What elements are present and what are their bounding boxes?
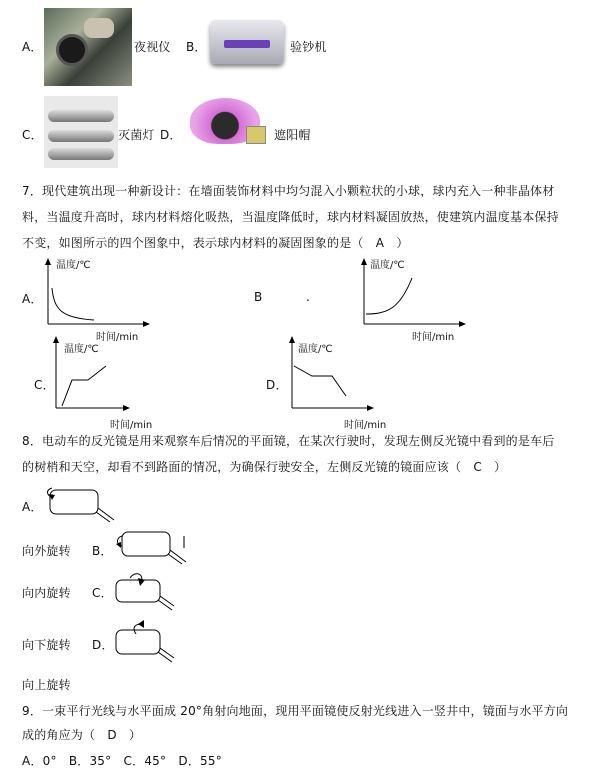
q7-option-b-dot: . [306, 290, 311, 304]
money-detector-photo [204, 12, 290, 78]
q8-option-b-text: 向内旋转 [22, 586, 71, 600]
q7-c-y-label: 温度/℃ [64, 344, 99, 355]
mirror-face [116, 630, 160, 654]
mirror-face [50, 490, 98, 514]
q7-d-y-label: 温度/℃ [298, 344, 333, 355]
mirror-stem [96, 512, 110, 522]
y-axis-arrow [361, 258, 367, 265]
q7-option-a-label: A． [22, 292, 43, 306]
q8-option-d-text: 向上旋转 [22, 678, 71, 692]
q8-option-a-label: A． [22, 500, 43, 514]
q8-mirror-c [112, 570, 192, 614]
mirror-stem [160, 596, 174, 606]
q7-d-x-label: 时间/min [344, 420, 387, 431]
q7-option-c-label: C． [34, 378, 55, 392]
q8-option-c-text: 向下旋转 [22, 638, 71, 652]
temperature-curve [52, 288, 94, 320]
q7-b-x-label: 时间/min [412, 332, 455, 343]
q6-option-b-label: B． [186, 40, 207, 54]
y-axis-arrow [289, 336, 295, 343]
q8-question-line-2: 的树梢和天空，却看不到路面的情况，为确保行驶安全，左侧反光镜的镜面应该（ C ） [22, 460, 507, 474]
mirror-stem [160, 648, 174, 658]
q7-c-x-label: 时间/min [110, 420, 153, 431]
q7-option-b-label: B [254, 290, 263, 304]
x-axis-arrow [123, 405, 130, 411]
q8-option-d-label: D． [92, 638, 114, 652]
sterilizing-lamp-photo [44, 96, 118, 168]
q6-option-c-text: 灭菌灯 [118, 128, 155, 142]
q6-option-b-text: 验钞机 [290, 40, 327, 54]
q7-question-line-3: 不变，如图所示的四个图象中，表示球内材料的凝固图象的是（ A ） [22, 236, 409, 250]
rotate-arrow-head [138, 620, 144, 628]
q6-option-d-text: 遮阳帽 [274, 128, 311, 142]
q6-option-d-label: D． [160, 128, 182, 142]
mirror-stem [158, 600, 172, 610]
q7-b-y-label: 温度/℃ [370, 260, 405, 271]
mirror-face [116, 580, 160, 602]
q9-question-line-1: 9．一束平行光线与水平面成 20°角射向地面，现用平面镜使反射光线进入一竖井中，镜面与水平方向 [22, 704, 569, 718]
q8-mirror-b [112, 528, 192, 572]
q9-options: A．0° B．35° C．45° D．55° [22, 754, 222, 768]
q7-question-line-2: 料，当温度升高时，球内材料熔化吸热，当温度降低时，球内材料凝固放热，使建筑内温度基本保持 [22, 210, 559, 224]
q8-mirror-d [112, 618, 192, 666]
mirror-stem [168, 554, 182, 564]
q9-question-line-2: 成的角应为（ D ） [22, 728, 142, 742]
sun-visor-hat-photo [186, 92, 272, 164]
y-axis-arrow [45, 258, 51, 265]
mirror-face [122, 532, 170, 556]
x-axis-arrow [367, 405, 374, 411]
q8-option-b-label: B． [92, 544, 113, 558]
q7-a-y-label: 温度/℃ [56, 260, 91, 271]
q8-option-a-text: 向外旋转 [22, 544, 71, 558]
night-vision-photo [44, 8, 132, 86]
mirror-stem [158, 652, 172, 662]
q7-option-d-label: D． [266, 378, 288, 392]
q6-option-c-label: C． [22, 128, 43, 142]
temperature-curve [294, 366, 346, 396]
rotate-arrow-head [116, 542, 121, 548]
q8-mirror-a [44, 486, 124, 526]
x-axis-arrow [459, 321, 466, 327]
mirror-stem [170, 550, 186, 562]
temperature-curve [62, 366, 106, 406]
q7-a-x-label: 时间/min [96, 332, 139, 343]
q6-option-a-text: 夜视仪 [134, 40, 171, 54]
q8-option-c-label: C． [92, 586, 113, 600]
q7-question-line-1: 7．现代建筑出现一种新设计：在墙面装饰材料中均匀混入小颗粒状的小球，球内充入一种非晶体材 [22, 184, 555, 198]
temperature-curve [366, 278, 412, 314]
q6-option-a-label: A． [22, 40, 43, 54]
y-axis-arrow [53, 336, 59, 343]
x-axis-arrow [143, 321, 150, 327]
q8-question-line-1: 8．电动车的反光镜是用来观察车后情况的平面镜，在某次行驶时，发现左侧反光镜中看到的是车后 [22, 434, 555, 448]
mirror-stem [98, 508, 114, 520]
